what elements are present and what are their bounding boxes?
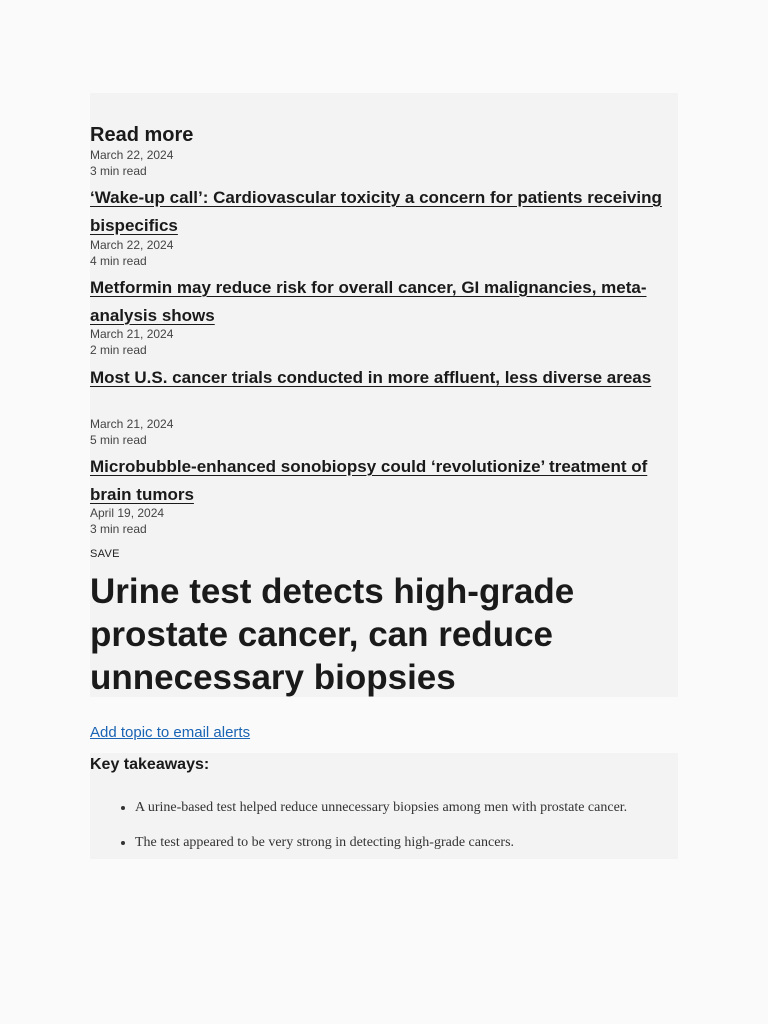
article-read-time: 3 min read: [90, 522, 147, 536]
article-read-time: 4 min read: [90, 254, 147, 268]
article-date: March 21, 2024: [90, 417, 174, 431]
email-alerts-link[interactable]: Add topic to email alerts: [90, 724, 251, 741]
article-link-bispecifics[interactable]: ‘Wake-up call’: Cardiovascular toxicity a concern for patients receiving bispecifics: [90, 188, 662, 235]
article-meta: [90, 237, 173, 269]
article-link-sonobiopsy[interactable]: Microbubble-enhanced sonobiopsy could ‘revolutionize’ treatment of brain tumors: [90, 457, 648, 504]
article-meta: [90, 326, 173, 358]
article-date: March 21, 2024: [90, 327, 174, 341]
article-read-time: 2 min read: [90, 343, 147, 357]
article-read-time: 5 min read: [90, 433, 147, 447]
article-headline: Urine test detects high-grade prostate cancer, can reduce unnecessary biopsies: [90, 572, 575, 697]
key-takeaways-title: Key takeaways:: [90, 756, 210, 773]
article-date: March 22, 2024: [90, 238, 174, 252]
key-takeaways-list: [90, 799, 695, 869]
article-meta: [90, 505, 164, 537]
read-more-heading: Read more: [90, 124, 194, 146]
article-meta: [90, 147, 173, 179]
article-link-metformin[interactable]: Metformin may reduce risk for overall cancer, GI malignancies, meta-analysis shows: [90, 278, 647, 325]
article-read-time: 3 min read: [90, 164, 147, 178]
article-link-cancer-trials[interactable]: Most U.S. cancer trials conducted in more affluent, less diverse areas: [90, 368, 652, 387]
list-item: • The test appeared to be very strong in detecting high-grade cancers.: [135, 834, 695, 852]
article-date: April 19, 2024: [90, 506, 165, 520]
article-meta: [90, 416, 173, 448]
save-button[interactable]: SAVE: [90, 548, 120, 560]
key-takeaways-box: [90, 753, 678, 859]
article-date: March 22, 2024: [90, 148, 174, 162]
list-item: • A urine-based test helped reduce unnecessary biopsies among men with prostate cancer.: [135, 799, 695, 817]
